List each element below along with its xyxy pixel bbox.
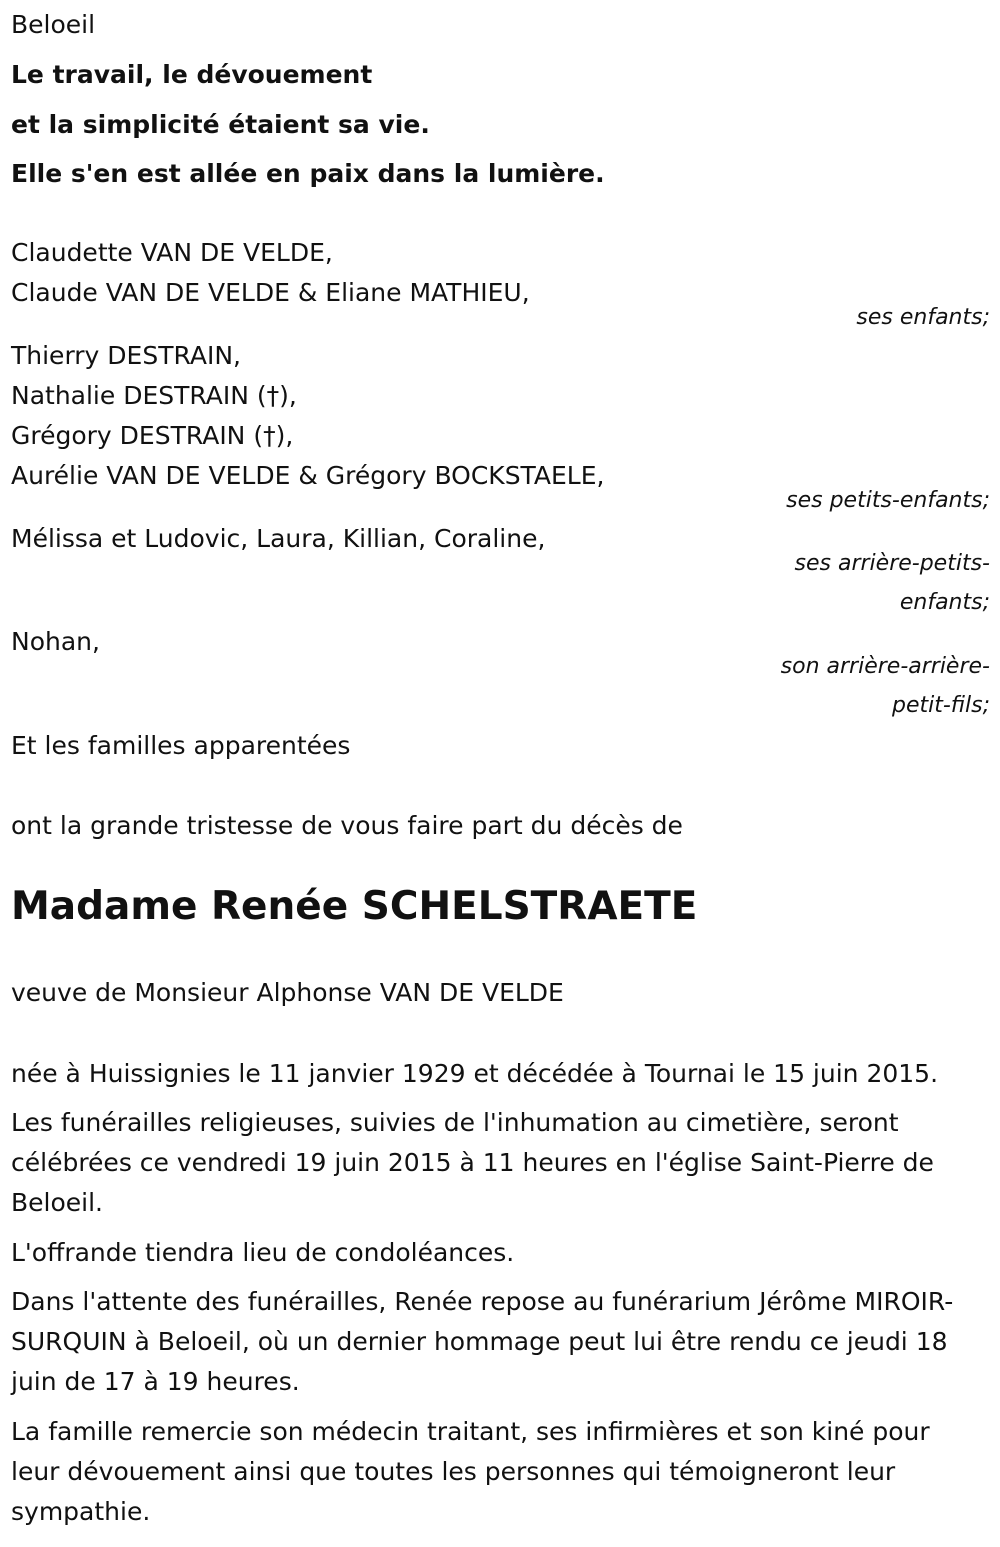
grandchild-name-2: Nathalie DESTRAIN (†), <box>11 381 297 410</box>
great-grandchildren-relation-line-1: ses arrière-petits- <box>794 551 990 576</box>
funeral-paragraph: Les funérailles religieuses, suivies de l'inhumation au cimetière, seront célébrées ce vendredi 19 juin 2015 à 11 heures en l'église Saint-Pierre de Beloeil. <box>11 1108 934 1217</box>
grandchildren-relation: ses petits-enfants; <box>786 488 990 513</box>
great-great-grandchild-relation-line-1: son arrière-arrière- <box>780 654 990 679</box>
great-great-grandchild-relation-line-2: petit-fils; <box>891 693 990 718</box>
great-great-grandchild-name: Nohan, <box>11 627 100 656</box>
grandchild-name-4: Aurélie VAN DE VELDE & Grégory BOCKSTAELE, <box>11 461 605 490</box>
announcement-line: ont la grande tristesse de vous faire part du décès de <box>11 811 683 840</box>
epitaph-line-2: et la simplicité étaient sa vie. <box>11 110 430 139</box>
grandchild-name-3: Grégory DESTRAIN (†), <box>11 421 294 450</box>
thanks-paragraph: La famille remercie son médecin traitant, ses infirmières et son kiné pour leur dévouement ainsi que toutes les personnes qui témoigneront leur sympathie. <box>11 1417 930 1526</box>
great-grandchildren-relation-line-2: enfants; <box>899 590 990 615</box>
epitaph-line-3: Elle s'en est allée en paix dans la lumière. <box>11 159 605 188</box>
visitation-paragraph: Dans l'attente des funérailles, Renée repose au funérarium Jérôme MIROIR-SURQUIN à Beloeil, où un dernier hommage peut lui être rendu ce jeudi 18 juin de 17 à 19 heures. <box>11 1287 954 1396</box>
widow-of-line: veuve de Monsieur Alphonse VAN DE VELDE <box>11 978 564 1007</box>
child-name-2: Claude VAN DE VELDE & Eliane MATHIEU, <box>11 278 530 307</box>
grandchild-name-1: Thierry DESTRAIN, <box>11 341 241 370</box>
families-line: Et les familles apparentées <box>11 731 351 760</box>
deceased-name: Madame Renée SCHELSTRAETE <box>11 884 698 929</box>
child-name-1: Claudette VAN DE VELDE, <box>11 238 333 267</box>
children-relation: ses enfants; <box>856 305 990 330</box>
birth-death-line: née à Huissignies le 11 janvier 1929 et décédée à Tournai le 15 juin 2015. <box>11 1059 939 1088</box>
offering-line: L'offrande tiendra lieu de condoléances. <box>11 1238 515 1267</box>
great-grandchildren-names: Mélissa et Ludovic, Laura, Killian, Coraline, <box>11 524 546 553</box>
epitaph-line-1: Le travail, le dévouement <box>11 60 373 89</box>
place-heading: Beloeil <box>11 10 96 39</box>
